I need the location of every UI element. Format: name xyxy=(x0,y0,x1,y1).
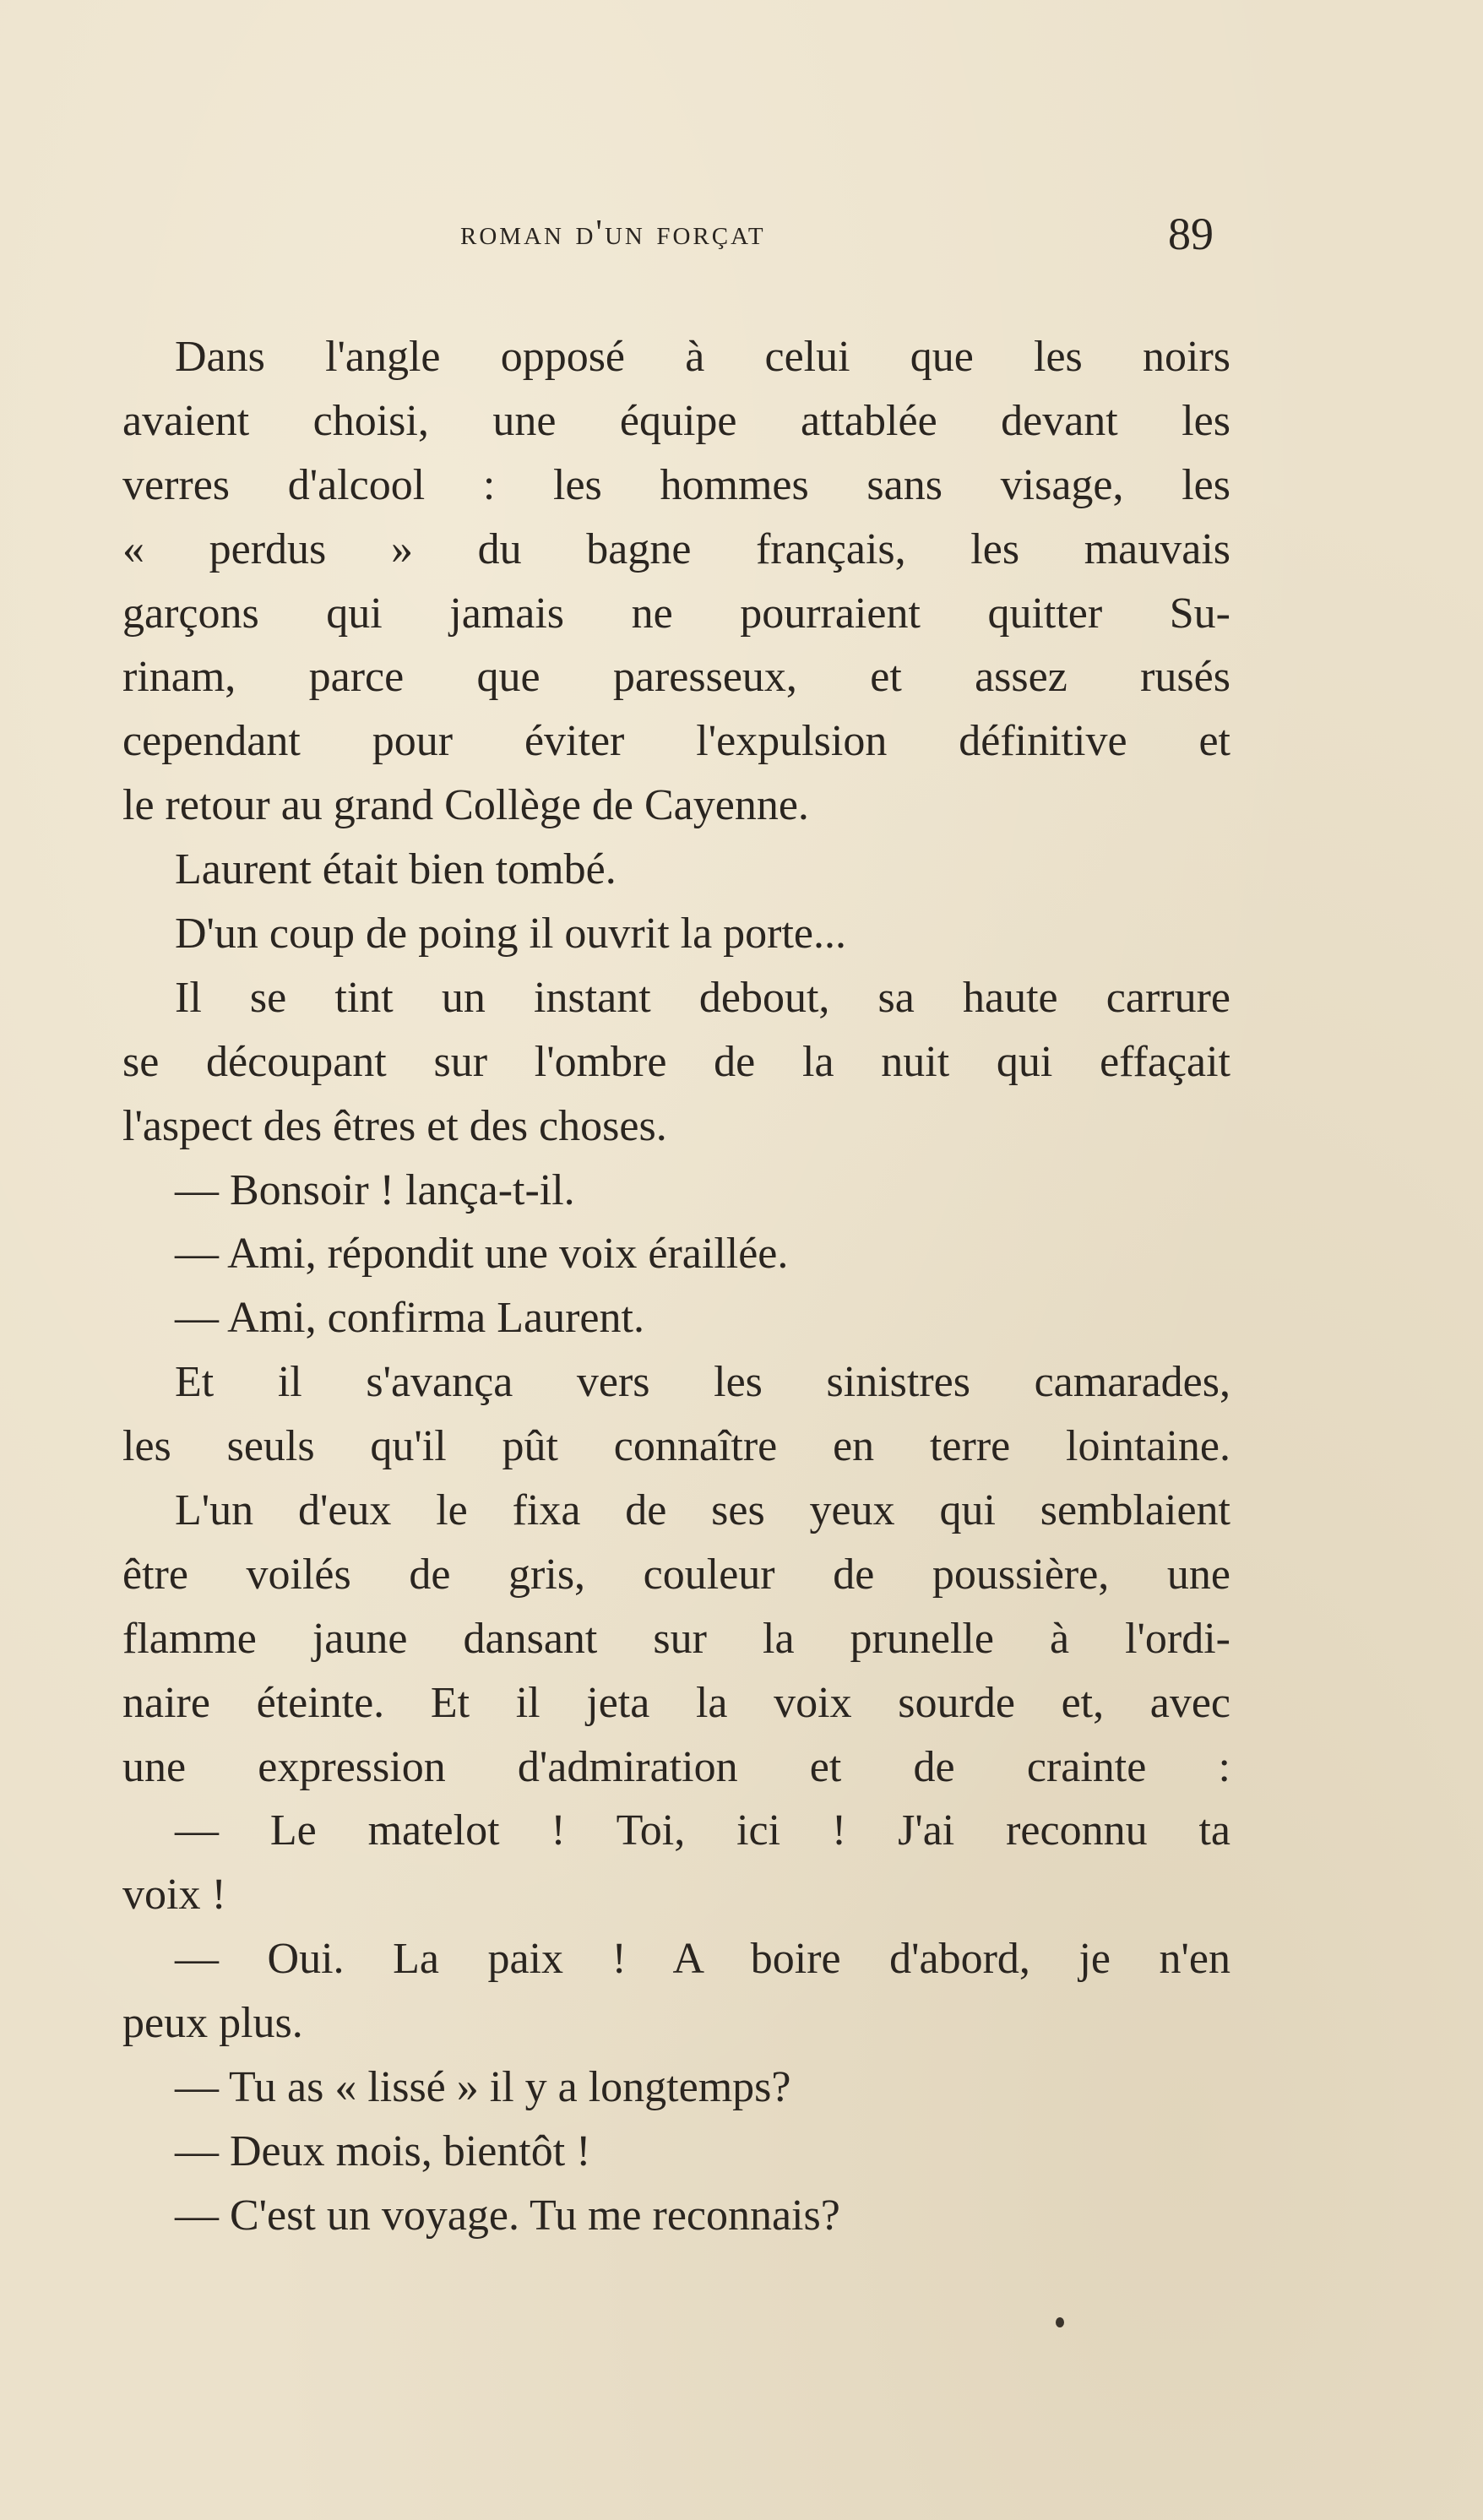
text-line: — C'est un voyage. Tu me reconnais? xyxy=(175,2191,840,2240)
text-line: Il se tint un instant debout, sa haute carrure xyxy=(175,973,1230,1022)
text-line: Dans l'angle opposé à celui que les noirs xyxy=(175,333,1230,381)
text-line: — Le matelot ! Toi, ici ! J'ai reconnu ta xyxy=(175,1806,1230,1855)
text-line: — Oui. La paix ! A boire d'abord, je n'en xyxy=(175,1935,1230,1984)
text-line: — Ami, confirma Laurent. xyxy=(175,1294,644,1343)
text-line: verres d'alcool : les hommes sans visage, les xyxy=(122,460,1230,509)
text-line: l'aspect des êtres et des choses. xyxy=(122,1101,667,1150)
ink-dot-mark xyxy=(1056,2317,1064,2327)
text-line: — Bonsoir ! lança-t-il. xyxy=(175,1165,575,1214)
text-line: D'un coup de poing il ouvrit la porte... xyxy=(175,910,847,959)
text-line: le retour au grand Collège de Cayenne. xyxy=(122,781,809,830)
text-line: cependant pour éviter l'expulsion définitive et xyxy=(122,717,1230,766)
text-line: L'un d'eux le fixa de ses yeux qui semblaient xyxy=(175,1486,1230,1535)
text-line: garçons qui jamais ne pourraient quitter Su- xyxy=(122,589,1230,638)
text-line: une expression d'admiration et de crainte : xyxy=(122,1742,1230,1791)
text-line: naire éteinte. Et il jeta la voix sourde et, avec xyxy=(122,1678,1230,1727)
body-text xyxy=(122,325,1230,2248)
text-line: flamme jaune dansant sur la prunelle à l'ordi- xyxy=(122,1614,1230,1663)
running-head xyxy=(0,208,1483,267)
text-line: voix ! xyxy=(122,1871,226,1920)
text-line: être voilés de gris, couleur de poussière, une xyxy=(122,1550,1230,1599)
text-line: — Ami, répondit une voix éraillée. xyxy=(175,1230,789,1279)
text-line: Laurent était bien tombé. xyxy=(175,845,617,894)
text-line: rinam, parce que paresseux, et assez rusés xyxy=(122,653,1230,702)
text-line: avaient choisi, une équipe attablée devant les xyxy=(122,396,1230,445)
text-line: Et il s'avança vers les sinistres camarades, xyxy=(175,1358,1230,1407)
text-line: se découpant sur l'ombre de la nuit qui effaçait xyxy=(122,1037,1230,1086)
page-number: 89 xyxy=(1168,209,1214,259)
text-line: « perdus » du bagne français, les mauvais xyxy=(122,524,1230,573)
text-line: les seuls qu'il pût connaître en terre lointaine. xyxy=(122,1422,1230,1471)
text-line: — Deux mois, bientôt ! xyxy=(175,2126,591,2175)
running-title: roman d'un forçat xyxy=(460,214,766,253)
text-line: peux plus. xyxy=(122,1999,303,2048)
text-line: — Tu as « lissé » il y a longtemps? xyxy=(175,2063,791,2112)
